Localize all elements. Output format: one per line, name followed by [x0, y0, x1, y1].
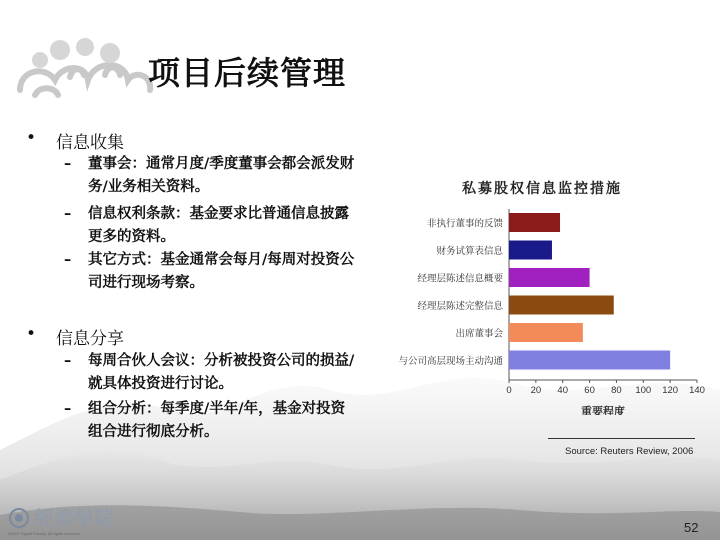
bar — [509, 296, 614, 315]
monitoring-chart — [385, 175, 715, 415]
bar-chart — [385, 175, 715, 415]
x-tick-label: 0 — [506, 385, 512, 396]
sub-bullet-text: 组合分析：每季度/半年/年，基金对投资组合进行彻底分析。 — [88, 401, 346, 440]
category-label: 与公司高层现场主动沟通 — [398, 356, 503, 367]
source-note: Source: Reuters Review, 2006 — [565, 446, 694, 457]
page-number: 52 — [684, 520, 699, 535]
x-tick-label: 80 — [611, 385, 622, 396]
x-tick-label: 20 — [530, 385, 542, 396]
bar — [509, 268, 590, 287]
x-axis-title: 重要程度 — [581, 405, 625, 415]
bar — [509, 213, 560, 232]
category-label: 经理层陈述完整信息 — [417, 301, 503, 312]
bullet-label: 信息分享 — [56, 329, 124, 349]
x-tick-label: 100 — [635, 385, 652, 396]
sub-bullet-text: 每周合伙人会议：分析被投资公司的损益/就具体投资进行讨论。 — [88, 353, 355, 392]
bullet-dot-icon: • — [26, 324, 37, 344]
cloud-ornament-icon — [10, 35, 160, 110]
footer-logo — [8, 506, 118, 530]
chart-title: 私募股权信息监控措施 — [462, 181, 622, 197]
x-tick-label: 60 — [584, 385, 595, 396]
bullet-dot-icon: • — [26, 128, 37, 148]
footer-logo-text: 經濟學院 — [34, 506, 114, 530]
source-divider — [548, 438, 695, 439]
x-tick-label: 120 — [662, 385, 679, 396]
x-tick-label: 140 — [689, 385, 705, 396]
category-label: 出席董事会 — [455, 328, 503, 340]
bar — [509, 323, 583, 342]
category-label: 经理层陈述信息概要 — [417, 273, 503, 285]
bullet-label: 信息收集 — [56, 133, 124, 153]
category-label: 非执行董事的反馈 — [426, 218, 503, 230]
category-label: 财务试算表信息 — [436, 246, 503, 257]
bar — [509, 241, 552, 260]
sub-bullet-text: 其它方式：基金通常会每月/每周对投资公司进行现场考察。 — [88, 252, 355, 291]
sub-bullet-text: 信息权利条款：基金要求比普通信息披露更多的资料。 — [88, 206, 349, 245]
slide-title: 项目后续管理 — [148, 54, 347, 92]
copyright-text: ©2007 Signal Faculty. All rights reserved. — [8, 531, 81, 536]
bar — [509, 351, 670, 370]
sub-bullet-text: 董事会：通常月度/季度董事会都会派发财务/业务相关资料。 — [88, 156, 355, 195]
x-tick-label: 40 — [557, 385, 569, 396]
